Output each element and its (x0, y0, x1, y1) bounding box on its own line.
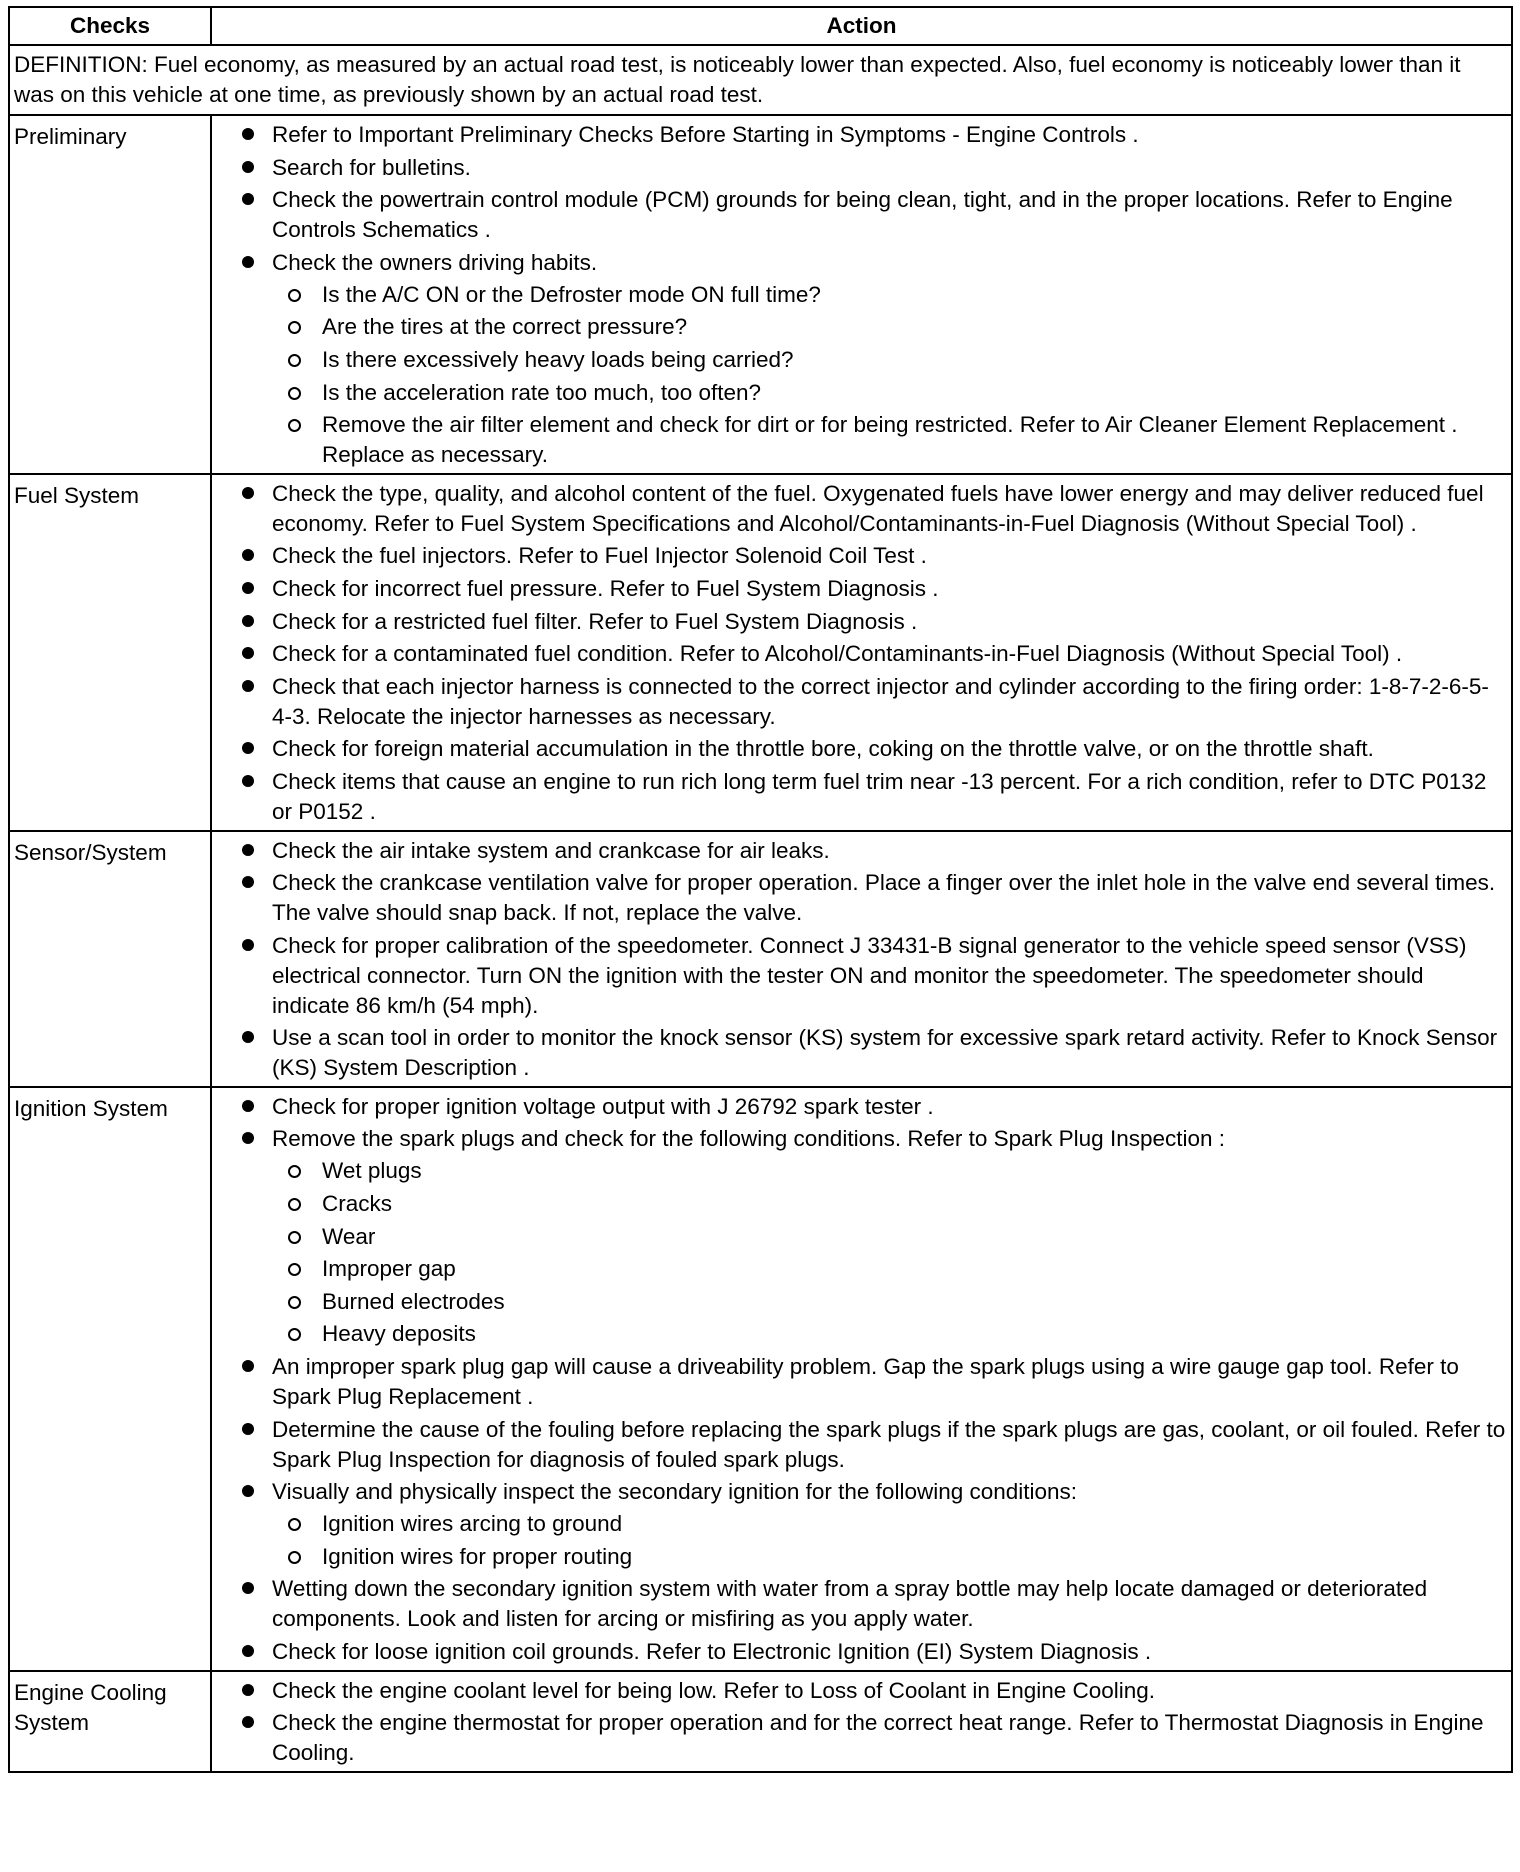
circle-bullet-icon (288, 1518, 301, 1531)
sub-item-text: Is there excessively heavy loads being carried? (322, 346, 794, 372)
sub-list (272, 280, 1507, 470)
action-item-text: Check the engine coolant level for being low. Refer to Loss of Coolant in Engine Cooling. (272, 1677, 1156, 1703)
sub-item (272, 1222, 1507, 1252)
sub-list (272, 1509, 1507, 1572)
action-item-text: Check the powertrain control module (PCM) grounds for being clean, tight, and in the proper locations. Refer to Engine Controls Schematics . (272, 187, 1453, 243)
sub-item (272, 410, 1507, 470)
sub-item (272, 1542, 1507, 1572)
bullet-icon (242, 1360, 254, 1372)
bullet-icon (242, 1485, 254, 1497)
bullet-icon (242, 876, 254, 888)
sub-list (272, 1156, 1507, 1349)
sub-item-text: Wet plugs (322, 1158, 422, 1184)
action-item (240, 931, 1507, 1021)
action-item-text: Determine the cause of the fouling before replacing the spark plugs if the spark plugs are gas, coolant, or oil fouled. Refer to Spark Plug Inspection for diagnosis of fouled spark plugs. (272, 1416, 1506, 1472)
check-category: Fuel System (9, 474, 211, 831)
action-item-text: Check for foreign material accumulation in the throttle bore, coking on the throttle valve, or on the throttle shaft. (272, 736, 1374, 762)
action-cell (211, 831, 1512, 1087)
bullet-icon (242, 1031, 254, 1043)
circle-bullet-icon (288, 321, 301, 334)
sub-item (272, 1319, 1507, 1349)
circle-bullet-icon (288, 1198, 301, 1211)
action-list (240, 120, 1507, 470)
action-list (240, 479, 1507, 827)
action-cell (211, 115, 1512, 474)
diagnostic-table (8, 6, 1513, 1773)
bullet-icon (242, 1100, 254, 1112)
action-item-text: Remove the spark plugs and check for the following conditions. Refer to Spark Plug Inspection : (272, 1126, 1226, 1152)
action-item-text: Check items that cause an engine to run rich long term fuel trim near -13 percent. For a rich condition, refer to DTC P0132 or P0152 . (272, 768, 1487, 824)
action-item-text: Check the fuel injectors. Refer to Fuel Injector Solenoid Coil Test . (272, 543, 927, 569)
bullet-icon (242, 1423, 254, 1435)
action-item (240, 248, 1507, 470)
action-item (240, 1477, 1507, 1572)
action-item-text: Check for proper calibration of the speedometer. Connect J 33431-B signal generator to the vehicle speed sensor (VSS) electrical connector. Turn ON the ignition with the tester ON and monitor the speedometer. The speedometer should indicate 86 km/h (54 mph). (272, 932, 1467, 1018)
action-item-text: Check for a contaminated fuel condition. Refer to Alcohol/Contaminants-in-Fuel Diagnosis (Without Special Tool) . (272, 641, 1403, 667)
action-item-text: Search for bulletins. (272, 154, 471, 180)
action-item-text: Check for loose ignition coil grounds. Refer to Electronic Ignition (EI) System Diagnosis . (272, 1639, 1152, 1664)
action-item-text: Check the owners driving habits. (272, 249, 598, 275)
circle-bullet-icon (288, 1551, 301, 1564)
sub-item-text: Is the A/C ON or the Defroster mode ON full time? (322, 281, 821, 307)
action-item (240, 836, 1507, 866)
action-cell (211, 474, 1512, 831)
action-item (240, 185, 1507, 245)
checks-column-header: Checks (9, 7, 211, 45)
sub-item (272, 312, 1507, 342)
table-header-row (9, 7, 1512, 45)
action-item (240, 767, 1507, 827)
circle-bullet-icon (288, 1328, 301, 1341)
table-row (9, 115, 1512, 474)
circle-bullet-icon (288, 1165, 301, 1178)
action-item-text: Check the type, quality, and alcohol content of the fuel. Oxygenated fuels have lower energy and may deliver reduced fuel economy. Refer to Fuel System Specifications and Alcohol/Contaminants-in-Fuel Diagnosis (Without Special Tool) . (272, 480, 1484, 536)
action-item-text: Use a scan tool in order to monitor the knock sensor (KS) system for excessive spark retard activity. Refer to Knock Sensor (KS) System Description . (272, 1025, 1498, 1081)
action-item (240, 607, 1507, 637)
bullet-icon (242, 582, 254, 594)
bullet-icon (242, 1716, 254, 1728)
sub-item-text: Cracks (322, 1191, 393, 1217)
action-list (240, 836, 1507, 1084)
sub-item-text: Remove the air filter element and check for dirt or for being restricted. Refer to Air Cleaner Element Replacement . Replace as necessary. (322, 412, 1458, 468)
sub-item (272, 280, 1507, 310)
action-column-header: Action (211, 7, 1512, 45)
bullet-icon (242, 680, 254, 692)
bullet-icon (242, 844, 254, 856)
sub-item-text: Improper gap (322, 1256, 456, 1282)
action-item (240, 541, 1507, 571)
sub-item (272, 378, 1507, 408)
bullet-icon (242, 549, 254, 561)
action-item (240, 1352, 1507, 1412)
action-item (240, 120, 1507, 150)
action-item-text: Check for proper ignition voltage output with J 26792 spark tester . (272, 1093, 934, 1119)
action-item-text: An improper spark plug gap will cause a driveability problem. Gap the spark plugs using a wire gauge gap tool. Refer to Spark Plug Replacement . (272, 1354, 1459, 1410)
action-item-text: Check for incorrect fuel pressure. Refer to Fuel System Diagnosis . (272, 575, 939, 601)
sub-item-text: Are the tires at the correct pressure? (322, 314, 688, 340)
bullet-icon (242, 775, 254, 787)
bullet-icon (242, 256, 254, 268)
definition-row (9, 45, 1512, 115)
bullet-icon (242, 487, 254, 499)
sub-item-text: Wear (322, 1223, 376, 1249)
definition-text: DEFINITION: Fuel economy, as measured by an actual road test, is noticeably lower than expected. Also, fuel economy is noticeably lower than it was on this vehicle at one time, as previously shown by an actual road test. (9, 45, 1512, 115)
action-item (240, 574, 1507, 604)
action-item (240, 479, 1507, 539)
bullet-icon (242, 1132, 254, 1144)
action-item (240, 1415, 1507, 1475)
table-row (9, 831, 1512, 1087)
circle-bullet-icon (288, 419, 301, 432)
action-item (240, 1708, 1507, 1768)
bullet-icon (242, 161, 254, 173)
check-category: Sensor/System (9, 831, 211, 1087)
sub-item-text: Is the acceleration rate too much, too often? (322, 379, 762, 405)
circle-bullet-icon (288, 387, 301, 400)
sub-item (272, 1287, 1507, 1317)
table-row (9, 1087, 1512, 1671)
action-item-text: Check for a restricted fuel filter. Refer to Fuel System Diagnosis . (272, 608, 918, 634)
circle-bullet-icon (288, 289, 301, 302)
bullet-icon (242, 1684, 254, 1696)
action-item-text: Check that each injector harness is connected to the correct injector and cylinder according to the firing order: 1-8-7-2-6-5-4-3. Relocate the injector harnesses as necessary. (272, 673, 1489, 729)
bullet-icon (242, 615, 254, 627)
check-category: Ignition System (9, 1087, 211, 1671)
sub-item-text: Ignition wires for proper routing (322, 1543, 633, 1569)
action-cell (211, 1671, 1512, 1772)
circle-bullet-icon (288, 1231, 301, 1244)
bullet-icon (242, 939, 254, 951)
action-item (240, 734, 1507, 764)
action-item (240, 639, 1507, 669)
sub-item-text: Ignition wires arcing to ground (322, 1511, 623, 1537)
action-item (240, 1574, 1507, 1634)
bullet-icon (242, 1645, 254, 1657)
sub-item (272, 345, 1507, 375)
circle-bullet-icon (288, 1296, 301, 1309)
action-item-text: Refer to Important Preliminary Checks Before Starting in Symptoms - Engine Controls . (272, 122, 1139, 147)
table-row (9, 1671, 1512, 1772)
bullet-icon (242, 1582, 254, 1594)
sub-item (272, 1509, 1507, 1539)
sub-item (272, 1189, 1507, 1219)
sub-item-text: Heavy deposits (322, 1321, 476, 1347)
check-category: Engine Cooling System (9, 1671, 211, 1772)
action-item (240, 672, 1507, 732)
check-category: Preliminary (9, 115, 211, 474)
action-item-text: Wetting down the secondary ignition system with water from a spray bottle may help locate damaged or deteriorated components. Look and listen for arcing or misfiring as you apply water. (272, 1576, 1428, 1632)
action-item (240, 1023, 1507, 1083)
action-item-text: Visually and physically inspect the secondary ignition for the following conditions: (272, 1479, 1078, 1505)
action-item-text: Check the engine thermostat for proper operation and for the correct heat range. Refer to Thermostat Diagnosis in Engine Cooling. (272, 1710, 1484, 1766)
action-item (240, 1124, 1507, 1349)
bullet-icon (242, 647, 254, 659)
bullet-icon (242, 193, 254, 205)
circle-bullet-icon (288, 1263, 301, 1276)
sub-item (272, 1156, 1507, 1186)
sub-item (272, 1254, 1507, 1284)
sub-item-text: Burned electrodes (322, 1288, 505, 1314)
action-item (240, 1092, 1507, 1122)
bullet-icon (242, 128, 254, 140)
action-item (240, 868, 1507, 928)
table-row (9, 474, 1512, 831)
action-item (240, 1637, 1507, 1667)
action-item (240, 153, 1507, 183)
action-item-text: Check the crankcase ventilation valve for proper operation. Place a finger over the inlet hole in the valve end several times. The valve should snap back. If not, replace the valve. (272, 870, 1496, 926)
circle-bullet-icon (288, 354, 301, 367)
bullet-icon (242, 742, 254, 754)
action-list (240, 1676, 1507, 1769)
action-item (240, 1676, 1507, 1706)
action-cell (211, 1087, 1512, 1671)
action-list (240, 1092, 1507, 1667)
action-item-text: Check the air intake system and crankcase for air leaks. (272, 837, 830, 863)
